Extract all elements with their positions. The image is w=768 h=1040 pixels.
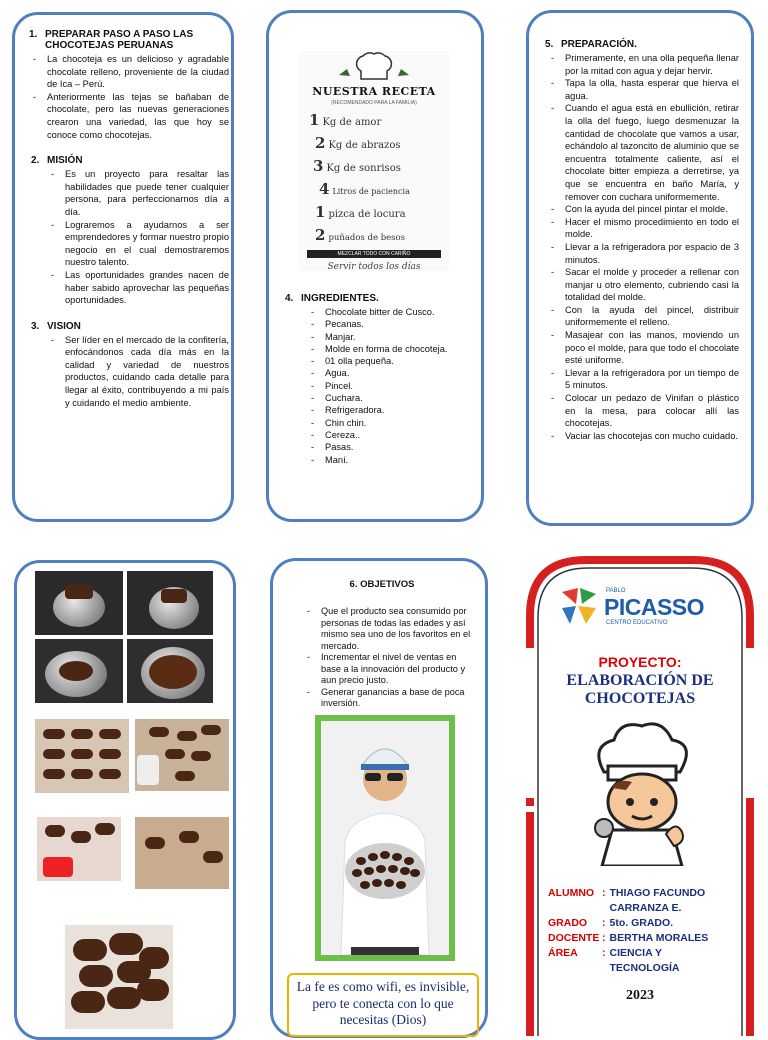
list-item: - Llevar a la refrigeradora por espacio de 3 minutos. xyxy=(565,241,739,266)
chef-illustration xyxy=(582,716,702,866)
ingredients-list xyxy=(285,306,475,466)
list-item: - Que el producto sea consumido por personas de todas las edades y así mismo sea uno de los favoritos en el mercado. xyxy=(321,606,475,652)
recipe-row xyxy=(319,180,449,198)
logo-post-text: CENTRO EDUCATIVO xyxy=(606,620,668,626)
section-3-list xyxy=(29,334,229,410)
info-label: GRADO xyxy=(548,917,588,929)
list-item: - Masajear con las manos, moviendo un poco el molde, para que todo el chocolate esté uniforme. xyxy=(565,329,739,367)
list-item: - Pasas. xyxy=(325,441,475,453)
recipe-row-number: 2 xyxy=(315,134,326,152)
info-row-student xyxy=(548,886,748,916)
info-row-area xyxy=(548,946,748,976)
list-item: - Agua. xyxy=(325,367,475,379)
preparation-heading xyxy=(545,39,739,50)
objectives-list xyxy=(289,606,475,710)
list-item: - Cuando el agua está en ebullición, retirar la olla del fuego, luego desmenuzar la cantidad de chocolate que vamos a usar, echándolo al tazoncito de aluminio que se encuentra totalmente caliente, así el chocolate bitter empieza a derretirse, ya que se encuentra en baño María, y remover con cuchara uniformemente. xyxy=(565,102,739,203)
recipe-band: MEZCLAR TODO CON CARIÑO xyxy=(307,250,441,258)
list-item: - Vaciar las chocotejas con mucho cuidado. xyxy=(565,430,739,443)
section-2-number: 2. xyxy=(31,155,40,167)
info-separator: : xyxy=(602,932,606,944)
info-row-teacher xyxy=(548,931,748,946)
section-2-heading xyxy=(31,155,229,166)
list-item: - Chocolate bitter de Cusco. xyxy=(325,306,475,318)
photo-melting-chocolate-1 xyxy=(35,571,123,635)
section-2-list xyxy=(29,168,229,307)
info-separator: : xyxy=(602,887,606,899)
recipe-row-text: puñados de besos xyxy=(328,233,406,243)
list-item: - Las oportunidades grandes nacen de haber sabido aprovechar las pequeñas oportunidades. xyxy=(65,269,229,307)
list-item: - Con la ayuda del pincel pintar el molde. xyxy=(565,203,739,216)
recipe-title: NUESTRA RECETA xyxy=(312,85,436,98)
panel-preparation xyxy=(526,10,754,526)
section-3-title: VISION xyxy=(47,320,81,332)
section-1-list xyxy=(29,53,229,141)
photo-melting-chocolate-3 xyxy=(35,639,123,703)
list-item: - Cereza.. xyxy=(325,429,475,441)
photo-melting-chocolate-2 xyxy=(127,571,213,635)
list-item: - Es un proyecto para resaltar las habilidades que puede tener cualquier persona, para perfeccionarnos día a día. xyxy=(65,168,229,218)
project-title-line-2: CHOCOTEJAS xyxy=(584,690,696,707)
objectives-title: 6. OBJETIVOS xyxy=(349,579,415,590)
info-row-grade xyxy=(548,916,748,931)
project-title xyxy=(526,672,754,708)
info-value: THIAGO FACUNDO CARRANZA E. xyxy=(609,887,706,914)
list-item: - 01 olla pequeña. xyxy=(325,355,475,367)
recipe-row xyxy=(315,134,449,152)
ingredients-number: 4. xyxy=(285,293,294,304)
info-label: DOCENTE xyxy=(548,932,600,944)
list-item: - La chocoteja es un delicioso y agradable chocolate relleno, proveniente de la ciudad de Ica – Perú. xyxy=(47,53,229,91)
recipe-row-number: 2 xyxy=(315,226,326,244)
year-label: 2023 xyxy=(626,988,654,1003)
list-item: - Anteriormente las tejas se bañaban de chocolate, pero las nuevas generaciones crearon una variedad, las que hoy se conoce como chocotejas. xyxy=(47,91,229,141)
section-3-heading xyxy=(31,321,229,332)
intro-content xyxy=(29,29,229,409)
list-item: - Primeramente, en una olla pequeña llenar por la mitad con agua y dejar hervir. xyxy=(565,52,739,77)
recipe-row-text: pizca de locura xyxy=(328,209,406,220)
preparation-list xyxy=(545,52,739,442)
ingredients-section xyxy=(285,293,475,466)
panel-recipe-ingredients xyxy=(266,10,484,522)
objectives-section xyxy=(289,579,475,710)
list-item: - Chin chin. xyxy=(325,417,475,429)
list-item: - Hacer el mismo procedimiento en todo el molde. xyxy=(565,216,739,241)
list-item: - Con la ayuda del pincel, distribuir uniformemente el relleno. xyxy=(565,304,739,329)
list-item: - Colocar un pedazo de Vinifan o plástico en la mesa, para colocar allí las chocotejas. xyxy=(565,392,739,430)
list-item: - Incrementar el nivel de ventas en base a la innovación del producto y aun precio justo. xyxy=(321,652,475,687)
list-item: - Llevar a la refrigeradora por un tiempo de 5 minutos. xyxy=(565,367,739,392)
list-item: - Molde en forma de chocoteja. xyxy=(325,343,475,355)
quote-text: La fe es como wifi, es invisible, pero te conecta con lo que necesitas (Dios) xyxy=(296,979,470,1027)
info-label: ALUMNO xyxy=(548,887,595,899)
info-separator: : xyxy=(602,947,606,959)
section-1-number: 1. xyxy=(29,29,38,40)
recipe-row-text: Kg de amor xyxy=(322,117,382,128)
recipe-row-number: 1 xyxy=(309,111,320,129)
section-1-heading xyxy=(29,29,229,51)
logo-pre-text: PABLO xyxy=(606,588,626,594)
info-value: CIENCIA Y TECNOLOGÍA xyxy=(609,947,680,974)
list-item: - Refrigeradora. xyxy=(325,404,475,416)
logo-brand-text: PICASSO xyxy=(604,594,705,620)
faith-quote xyxy=(287,973,479,1037)
panel-photos xyxy=(14,560,236,1040)
project-title-line-1: ELABORACIÓN DE xyxy=(566,672,714,689)
photo-chocolates-on-plastic-2 xyxy=(135,817,229,889)
recipe-row-number: 3 xyxy=(313,157,324,175)
photo-chocolates-on-plastic-1 xyxy=(37,817,121,881)
list-item: - Pincel. xyxy=(325,380,475,392)
list-item: - Sacar el molde y proceder a rellenar con manjar u otro elemento, cubriendo casi la totalidad del molde. xyxy=(565,266,739,304)
list-item: - Maní. xyxy=(325,454,475,466)
school-logo xyxy=(560,586,720,626)
list-item: - Cuchara. xyxy=(325,392,475,404)
list-item: - Tapa la olla, hasta esperar que hierva el agua. xyxy=(565,77,739,102)
recipe-row-text: Litros de paciencia xyxy=(332,187,410,196)
chef-hat-icon xyxy=(299,51,449,87)
recipe-row-number: 1 xyxy=(315,203,326,221)
panel-intro xyxy=(12,12,234,522)
info-value: 5to. GRADO. xyxy=(609,917,674,929)
recipe-row xyxy=(309,111,449,129)
list-item: - Pecanas. xyxy=(325,318,475,330)
project-label: PROYECTO: xyxy=(598,654,682,670)
list-item: - Manjar. xyxy=(325,331,475,343)
photo-finished-chocotejas xyxy=(65,925,173,1029)
panel-objectives xyxy=(270,558,488,1038)
recipe-subtitle: (RECOMENDADO PARA LA FAMILIA) xyxy=(331,100,417,106)
recipe-row xyxy=(315,226,449,244)
recipe-row xyxy=(315,203,449,221)
recipe-row-text: Kg de abrazos xyxy=(328,140,401,151)
preparation-content xyxy=(545,39,739,442)
list-item: - Generar ganancias a base de poca inversión. xyxy=(321,687,475,710)
photo-chocolate-molds xyxy=(35,719,129,793)
list-item: - Ser líder en el mercado de la confitería, enfocándonos cada día más en la calidad y variedad de nuestros productos, cuidando cada detalle para llegar al éxito, contribuyendo a mi país y cuidando el medio ambiente. xyxy=(65,334,229,410)
recipe-row xyxy=(313,157,449,175)
student-photo xyxy=(315,715,455,961)
preparation-title: PREPARACIÓN. xyxy=(561,39,637,50)
info-separator: : xyxy=(602,917,606,929)
picasso-logo-icon xyxy=(560,586,600,626)
panel-cover xyxy=(526,556,754,1036)
recipe-row-number: 4 xyxy=(319,180,330,198)
list-item: - Lograremos a ayudarnos a ser emprendedores y formar nuestro propio negocio en el cual demostraremos nuestro talento. xyxy=(65,219,229,269)
photo-filled-molds xyxy=(135,719,229,791)
section-3-number: 3. xyxy=(31,320,40,332)
info-label: ÁREA xyxy=(548,947,578,959)
ingredients-title: INGREDIENTES. xyxy=(301,293,379,304)
student-info xyxy=(548,886,748,976)
ingredients-heading xyxy=(285,293,475,304)
photo-melted-chocolate xyxy=(127,639,213,703)
section-2-title: MISIÓN xyxy=(47,155,83,167)
info-value: BERTHA MORALES xyxy=(609,932,709,944)
recipe-image xyxy=(299,51,449,271)
preparation-number: 5. xyxy=(545,39,554,50)
recipe-row-text: Kg de sonrisos xyxy=(326,163,401,174)
student-illustration xyxy=(321,721,449,955)
section-1-title: PREPARAR PASO A PASO LAS CHOCOTEJAS PERUANAS xyxy=(45,29,194,51)
recipe-signature: Servir todos los días xyxy=(327,262,421,272)
